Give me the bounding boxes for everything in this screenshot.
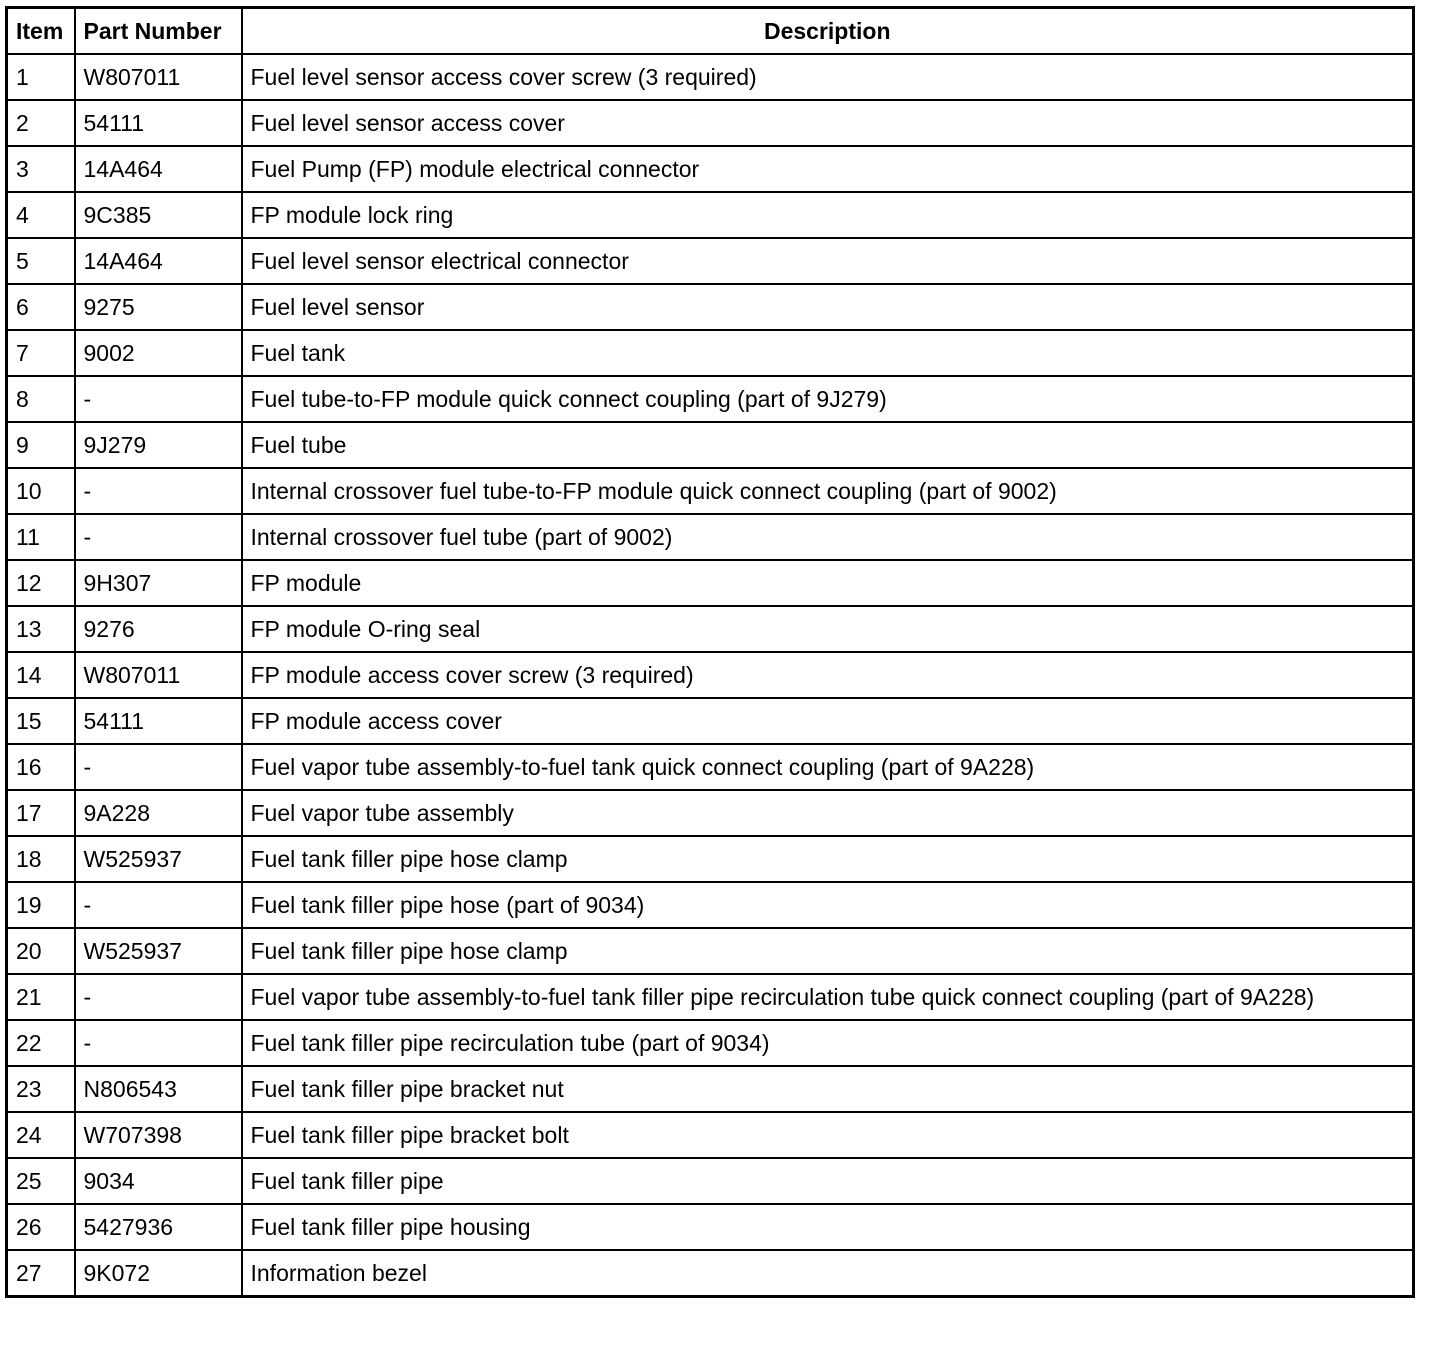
table-row [7, 882, 1414, 928]
table-row [7, 1112, 1414, 1158]
item-cell: 4 [7, 192, 75, 238]
table-row [7, 560, 1414, 606]
table-row [7, 54, 1414, 100]
part-number-cell: N806543 [75, 1066, 242, 1112]
description-cell: Fuel tank filler pipe hose (part of 9034) [242, 882, 1414, 928]
item-cell: 13 [7, 606, 75, 652]
description-cell: Fuel tank filler pipe hose clamp [242, 836, 1414, 882]
table-row [7, 836, 1414, 882]
item-cell: 18 [7, 836, 75, 882]
item-cell: 14 [7, 652, 75, 698]
item-cell: 22 [7, 1020, 75, 1066]
part-number-cell: 9276 [75, 606, 242, 652]
description-cell: Fuel level sensor access cover screw (3 required) [242, 54, 1414, 100]
item-cell: 19 [7, 882, 75, 928]
description-cell: Fuel tank filler pipe housing [242, 1204, 1414, 1250]
part-number-cell: 9J279 [75, 422, 242, 468]
description-cell: Fuel tank filler pipe bracket bolt [242, 1112, 1414, 1158]
part-number-cell: - [75, 882, 242, 928]
table-row [7, 330, 1414, 376]
table-row [7, 376, 1414, 422]
part-number-cell: 54111 [75, 100, 242, 146]
table-row [7, 606, 1414, 652]
part-number-cell: 9H307 [75, 560, 242, 606]
part-number-cell: - [75, 974, 242, 1020]
description-cell: Fuel tank filler pipe [242, 1158, 1414, 1204]
item-cell: 21 [7, 974, 75, 1020]
part-number-cell: 14A464 [75, 146, 242, 192]
item-cell: 7 [7, 330, 75, 376]
table-row [7, 790, 1414, 836]
part-number-cell: W707398 [75, 1112, 242, 1158]
description-cell: Fuel vapor tube assembly [242, 790, 1414, 836]
item-cell: 15 [7, 698, 75, 744]
table-row [7, 146, 1414, 192]
item-cell: 3 [7, 146, 75, 192]
description-cell: Fuel tank filler pipe hose clamp [242, 928, 1414, 974]
item-cell: 1 [7, 54, 75, 100]
item-cell: 2 [7, 100, 75, 146]
parts-table-container [5, 6, 1415, 1298]
header-row [7, 8, 1414, 55]
item-cell: 25 [7, 1158, 75, 1204]
part-number-cell: - [75, 376, 242, 422]
part-number-cell: 5427936 [75, 1204, 242, 1250]
description-cell: Fuel vapor tube assembly-to-fuel tank quick connect coupling (part of 9A228) [242, 744, 1414, 790]
table-row [7, 422, 1414, 468]
table-row [7, 514, 1414, 560]
table-row [7, 652, 1414, 698]
description-cell: Internal crossover fuel tube-to-FP module quick connect coupling (part of 9002) [242, 468, 1414, 514]
part-number-cell: W807011 [75, 54, 242, 100]
part-number-cell: 14A464 [75, 238, 242, 284]
item-cell: 17 [7, 790, 75, 836]
item-cell: 6 [7, 284, 75, 330]
description-cell: Fuel tube [242, 422, 1414, 468]
description-cell: FP module [242, 560, 1414, 606]
part-number-cell: - [75, 744, 242, 790]
item-cell: 24 [7, 1112, 75, 1158]
description-cell: Fuel tube-to-FP module quick connect coupling (part of 9J279) [242, 376, 1414, 422]
table-row [7, 1250, 1414, 1297]
part-number-cell: W807011 [75, 652, 242, 698]
item-cell: 10 [7, 468, 75, 514]
description-cell: Fuel tank filler pipe recirculation tube (part of 9034) [242, 1020, 1414, 1066]
item-cell: 20 [7, 928, 75, 974]
description-cell: Internal crossover fuel tube (part of 9002) [242, 514, 1414, 560]
item-cell: 16 [7, 744, 75, 790]
part-number-cell: W525937 [75, 836, 242, 882]
part-number-cell: - [75, 468, 242, 514]
table-row [7, 1158, 1414, 1204]
description-cell: Fuel tank [242, 330, 1414, 376]
part-number-cell: 9A228 [75, 790, 242, 836]
table-row [7, 744, 1414, 790]
table-row [7, 192, 1414, 238]
description-cell: Fuel Pump (FP) module electrical connector [242, 146, 1414, 192]
table-row [7, 238, 1414, 284]
description-cell: Fuel tank filler pipe bracket nut [242, 1066, 1414, 1112]
description-cell: Information bezel [242, 1250, 1414, 1297]
table-header [7, 8, 1414, 55]
parts-table [5, 6, 1415, 1298]
table-row [7, 974, 1414, 1020]
table-row [7, 928, 1414, 974]
item-cell: 9 [7, 422, 75, 468]
table-row [7, 284, 1414, 330]
part-number-cell: 54111 [75, 698, 242, 744]
part-number-cell: - [75, 1020, 242, 1066]
item-cell: 12 [7, 560, 75, 606]
item-cell: 5 [7, 238, 75, 284]
table-row [7, 100, 1414, 146]
table-row [7, 468, 1414, 514]
description-cell: Fuel vapor tube assembly-to-fuel tank filler pipe recirculation tube quick connect coupling (part of 9A228) [242, 974, 1414, 1020]
item-cell: 26 [7, 1204, 75, 1250]
item-cell: 8 [7, 376, 75, 422]
table-body [7, 54, 1414, 1297]
description-cell: Fuel level sensor access cover [242, 100, 1414, 146]
part-number-cell: - [75, 514, 242, 560]
table-row [7, 698, 1414, 744]
header-description: Description [242, 8, 1414, 55]
description-cell: FP module lock ring [242, 192, 1414, 238]
description-cell: Fuel level sensor [242, 284, 1414, 330]
part-number-cell: 9C385 [75, 192, 242, 238]
description-cell: Fuel level sensor electrical connector [242, 238, 1414, 284]
item-cell: 23 [7, 1066, 75, 1112]
part-number-cell: 9002 [75, 330, 242, 376]
table-row [7, 1066, 1414, 1112]
header-part-number: Part Number [75, 8, 242, 55]
part-number-cell: 9275 [75, 284, 242, 330]
part-number-cell: 9K072 [75, 1250, 242, 1297]
description-cell: FP module access cover [242, 698, 1414, 744]
description-cell: FP module access cover screw (3 required) [242, 652, 1414, 698]
table-row [7, 1020, 1414, 1066]
part-number-cell: W525937 [75, 928, 242, 974]
part-number-cell: 9034 [75, 1158, 242, 1204]
header-item: Item [7, 8, 75, 55]
item-cell: 27 [7, 1250, 75, 1297]
item-cell: 11 [7, 514, 75, 560]
table-row [7, 1204, 1414, 1250]
description-cell: FP module O-ring seal [242, 606, 1414, 652]
